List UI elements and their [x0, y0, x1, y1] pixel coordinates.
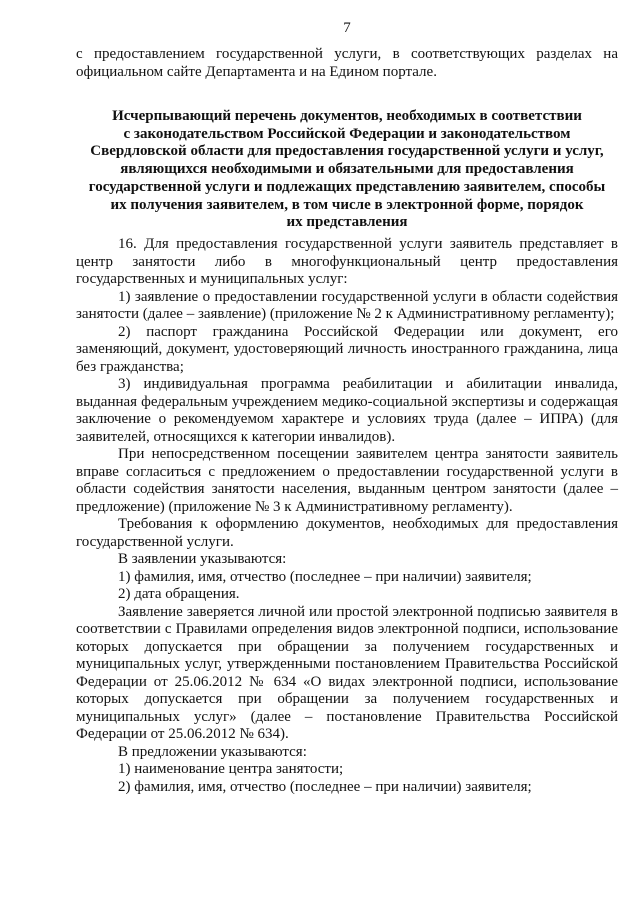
paragraph: В заявлении указываются:	[118, 551, 287, 567]
page-number: 7	[343, 20, 351, 36]
list-item: 2) дата обращения.	[118, 586, 240, 602]
list-item: 1) заявление о предоставлении государственной услуги в области содействия занятости (далее – заявление) (приложение № 2 к Административному регламенту);	[76, 288, 618, 322]
heading-line: Исчерпывающий перечень документов, необходимых в соответствии	[112, 108, 582, 124]
paragraph: Заявление заверяется личной или простой электронной подписью заявителя в соответствии с Правилами определения видов электронной подписи, использование которых допускается при обращении за получением государственных и муниципальных услуг, утвержденными постановлением Правительства Российской Федерации от 25.06.2012 № 634 «О видах электронной подписи, использование которых допускается при обращении за получением государственных и муниципальных услуг» (далее – постановление Правительства Российской Федерации от 25.06.2012 № 634).	[76, 603, 618, 742]
list-item: 2) паспорт гражданина Российской Федерации или документ, его заменяющий, документ, удостоверяющий личность иностранного гражданина, лица без гражданства;	[76, 323, 618, 375]
heading-line: государственной услуги и подлежащих представлению заявителем, способы	[88, 178, 606, 195]
heading-line: являющихся необходимыми и обязательными для предоставления	[120, 161, 574, 178]
heading-line: Свердловской области для предоставления государственной услуги и услуг,	[90, 143, 604, 160]
section-heading	[76, 108, 618, 232]
paragraph: Требования к оформлению документов, необходимых для предоставления государственной услуги.	[76, 516, 618, 550]
intro-paragraph: с предоставлением государственной услуги, в соответствующих разделах на официальном сайте Департамента и на Едином портале.	[76, 46, 618, 80]
list-item: 3) индивидуальная программа реабилитации и абилитации инвалида, выданная федеральным учреждением медико-социальной экспертизы и содержащая заключение о рекомендуемом характере и условиях труда (далее – ИПРА) (для заявителей, относящихся к категории инвалидов).	[76, 376, 618, 445]
paragraph: В предложении указываются:	[118, 743, 307, 760]
heading-line: их представления	[286, 214, 408, 231]
paragraph: При непосредственном посещении заявителем центра занятости заявитель вправе согласиться с предложением о предоставлении государственной услуги в области содействия занятости населения, выданным центром занятости (далее – предложение) (приложение № 3 к Административному регламенту).	[76, 446, 618, 515]
paragraph: 16. Для предоставления государственной услуги заявитель представляет в центр занятости либо в многофункциональный центр предоставления государственных и муниципальных услуг:	[76, 236, 618, 287]
heading-line: их получения заявителем, в том числе в электронной форме, порядок	[110, 196, 584, 213]
list-item: 1) наименование центра занятости;	[118, 761, 344, 777]
list-item: 2) фамилия, имя, отчество (последнее – при наличии) заявителя;	[118, 778, 532, 795]
list-item: 1) фамилия, имя, отчество (последнее – при наличии) заявителя;	[118, 568, 532, 585]
document-body	[76, 236, 618, 796]
heading-line: с законодательством Российской Федерации и законодательством	[123, 125, 571, 142]
